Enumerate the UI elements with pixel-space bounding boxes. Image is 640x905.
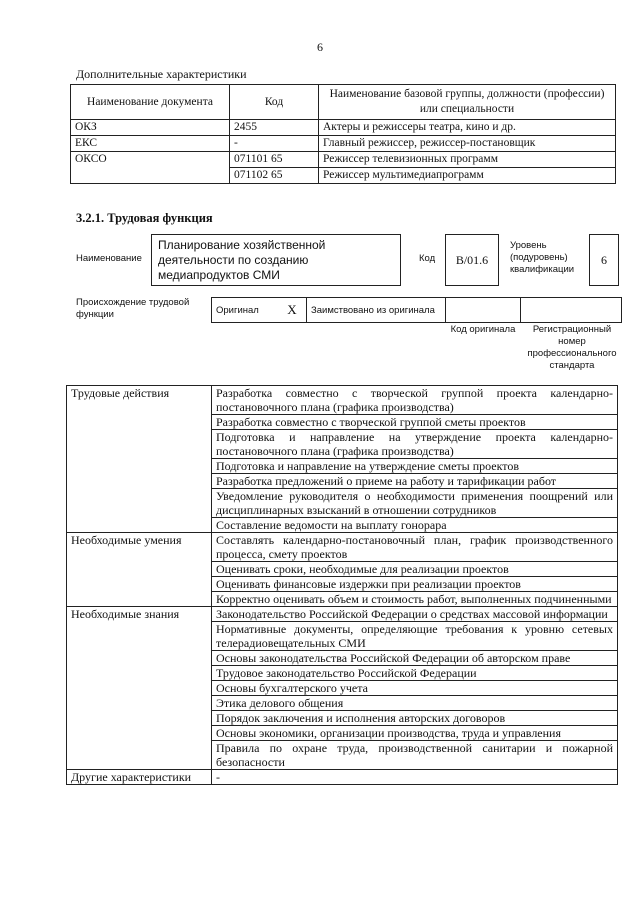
category-cell: Необходимые знания [67,607,212,770]
table-row [67,607,618,622]
item-cell: Этика делового общения [212,696,618,711]
category-cell: Трудовые действия [67,386,212,533]
document-cell: ОКЗ [71,120,230,136]
labor-function-table [66,385,618,785]
category-cell: Другие характеристики [67,770,212,785]
item-cell: Разработка совместно с творческой группой проекта календарно-постановочного плана (графика производства) [212,386,618,415]
item-cell: Основы экономики, организации производства, труда и управления [212,726,618,741]
table-row [67,533,618,562]
item-cell: Трудовое законодательство Российской Федерации [212,666,618,681]
origin-table [211,297,622,323]
item-cell: Составление ведомости на выплату гонорара [212,518,618,533]
item-cell: Оценивать финансовые издержки при реализации проектов [212,577,618,592]
item-cell: Нормативные документы, определяющие требования к уровню сетевых телерадиовещательных СМИ [212,622,618,651]
item-cell: Основы законодательства Российской Федерации об авторском праве [212,651,618,666]
code-cell: 071101 65 [230,152,319,168]
origin-row [212,298,622,323]
item-cell: Оценивать сроки, необходимые для реализации проектов [212,562,618,577]
group-cell: Главный режиссер, режиссер-постановщик [319,136,616,152]
item-cell: Разработка предложений о приеме на работу и тарификации работ [212,474,618,489]
qualification-level-label: Уровень (подуровень) квалификации [510,240,575,275]
table-row [71,136,616,152]
code-cell: 071102 65 [230,168,319,184]
item-cell: Правила по охране труда, производственной санитарии и пожарной безопасности [212,741,618,770]
table-row [71,152,616,168]
borrowed-label: Заимствовано из оригинала [307,298,446,323]
table-row [67,770,618,785]
item-cell: - [212,770,618,785]
document-cell: ЕКС [71,136,230,152]
header-code: Код [230,85,319,120]
item-cell: Подготовка и направление на утверждение сметы проектов [212,459,618,474]
code-original-label: Код оригинала [450,324,516,335]
code-cell: 2455 [230,120,319,136]
table-header-row [71,85,616,120]
document-cell: ОКСО [71,152,230,184]
code-cell: - [230,136,319,152]
code-label: Код [419,253,436,264]
additional-characteristics-table [70,84,616,184]
group-cell: Режиссер телевизионных программ [319,152,616,168]
original-label: Оригинал [212,298,279,323]
qualification-level-value: 6 [589,234,619,286]
code-original-cell [446,298,521,323]
table-row [71,120,616,136]
header-group-name: Наименование базовой группы, должности (профессии) или специальности [319,85,616,120]
name-label: Наименование [76,253,142,264]
origin-label: Происхождение трудовой функции [76,297,190,320]
function-code-value: B/01.6 [445,234,499,286]
item-cell: Законодательство Российской Федерации о средствах массовой информации [212,607,618,622]
item-cell: Разработка совместно с творческой группой сметы проектов [212,415,618,430]
page-number: 6 [317,40,323,54]
item-cell: Порядок заключения и исполнения авторских договоров [212,711,618,726]
item-cell: Уведомление руководителя о необходимости применения поощрений или дисциплинарных взысканий в отношении сотрудников [212,489,618,518]
item-cell: Основы бухгалтерского учета [212,681,618,696]
item-cell: Составлять календарно-постановочный план, график производственного процесса, смету проектов [212,533,618,562]
item-cell: Подготовка и направление на утверждение проекта календарно-постановочного плана (графика производства) [212,430,618,459]
additional-characteristics-title: Дополнительные характеристики [76,67,247,81]
item-cell: Корректно оценивать объем и стоимость работ, выполненных подчиненными [212,592,618,607]
table-row [67,386,618,415]
labor-function-title: 3.2.1. Трудовая функция [76,211,213,225]
reg-number-cell [521,298,622,323]
group-cell: Режиссер мультимедиапрограмм [319,168,616,184]
category-cell: Необходимые умения [67,533,212,607]
header-document-name: Наименование документа [71,85,230,120]
original-mark: X [278,298,307,323]
reg-number-label: Регистрационный номер профессионального стандарта [527,324,617,371]
group-cell: Актеры и режиссеры театра, кино и др. [319,120,616,136]
function-name-value: Планирование хозяйственной деятельности по созданию медиапродуктов СМИ [151,234,401,286]
